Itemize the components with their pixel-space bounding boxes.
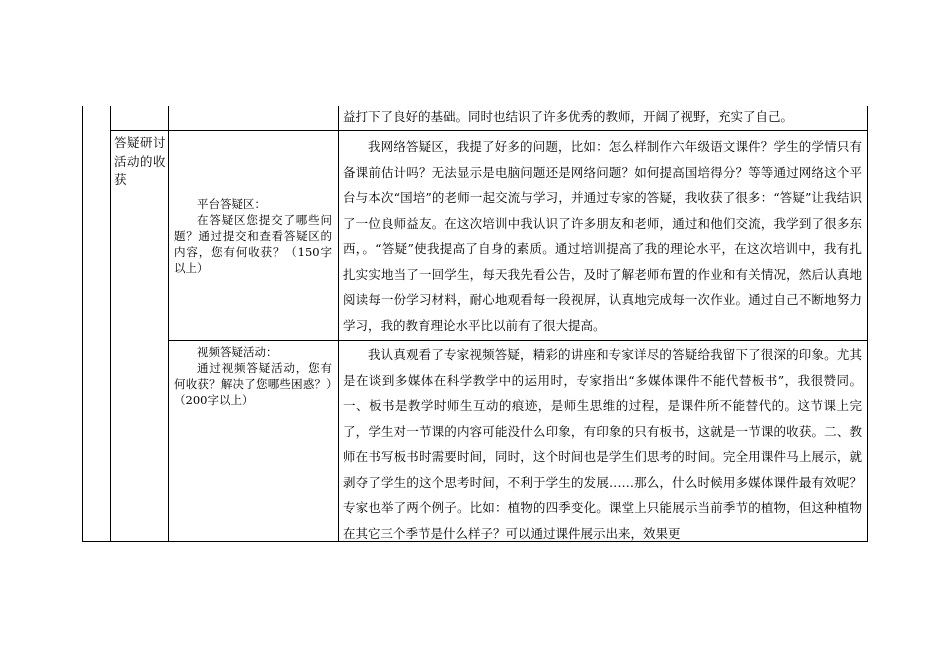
table-rule-row1-bottom — [168, 340, 868, 341]
row0-text: 益打下了良好的基础。同时也结识了许多优秀的教师，开阔了视野，充实了自己。 — [343, 109, 794, 124]
platform-answer: 我网络答疑区，我提了好多的问题，比如：怎么样制作六年级语文课件？学生的学情只有备课前估计吗？无法显示是电脑问题还是网络问题？如何提高国培得分？等等通过网络这个平台与本次“国培”的老师一起交流与学习，并通过专家的答疑，我收获了很多：“答疑”让我结识了一位良师益友。在这次培训中我认识了许多朋友和老师，通过和他们交流，我学到了很多东西，。“答疑”使我提高了自身的素质。通过培训提高了我的理论水平，在这次培训中，我有扎扎实实地当了一回学生，每天我先看公告，及时了解老师布置的作业和有关情况，然后认真地阅读每一份学习材料，耐心地观看每一段视屏，认真地完成每一次作业。通过自己不断地努力学习，我的教育理论水平比以前有了很大提高。 — [343, 139, 862, 333]
table-border-right — [867, 106, 868, 542]
table-border-col1 — [110, 106, 111, 542]
platform-question: 在答疑区您提交了哪些问题？通过提交和查看答疑区的内容，您有何收获？（150字以上） — [174, 213, 332, 275]
video-answer-block — [343, 342, 862, 541]
table-border-left — [82, 106, 83, 542]
platform-answer-block — [343, 134, 862, 338]
video-question-block — [174, 344, 332, 408]
video-answer: 我认真观看了专家视频答疑，精彩的讲座和专家详尽的答疑给我留下了很深的印象。尤其是在谈到多媒体在科学教学中的运用时，专家指出“多媒体课件不能代替板书”，我很赞同。一、板书是教学时师生互动的痕迹，是师生思维的过程，是课件所不能替代的。这节课上完了，学生对一节课的内容可能没什么印象，有印象的只有板书，这就是一节课的收获。二、教师在书写板书时需要时间，同时，这个时间也是学生们思考的时间。完全用课件马上展示，就剥夺了学生的这个思考时间，不利于学生的发展……那么，什么时候用多媒体课件最有效呢？专家也举了两个例子。比如：植物的四季变化。课堂上只能展示当前季节的植物，但这种植物在其它三个季节是什么样子？可以通过课件展示出来，效果更 — [343, 347, 862, 541]
platform-question-block — [174, 196, 332, 276]
video-title: 视频答疑活动： — [197, 345, 278, 359]
video-question: 通过视频答疑活动，您有何收获？解决了您哪些困惑？）（200字以上） — [174, 361, 332, 407]
platform-title: 平台答疑区： — [197, 197, 266, 211]
section-label: 答疑研讨活动的收获 — [114, 135, 167, 187]
table-border-col3 — [338, 106, 339, 542]
table-rule-row0-bottom — [110, 130, 868, 131]
table-rule-table-bottom — [82, 541, 868, 542]
table-border-col2 — [168, 106, 169, 542]
